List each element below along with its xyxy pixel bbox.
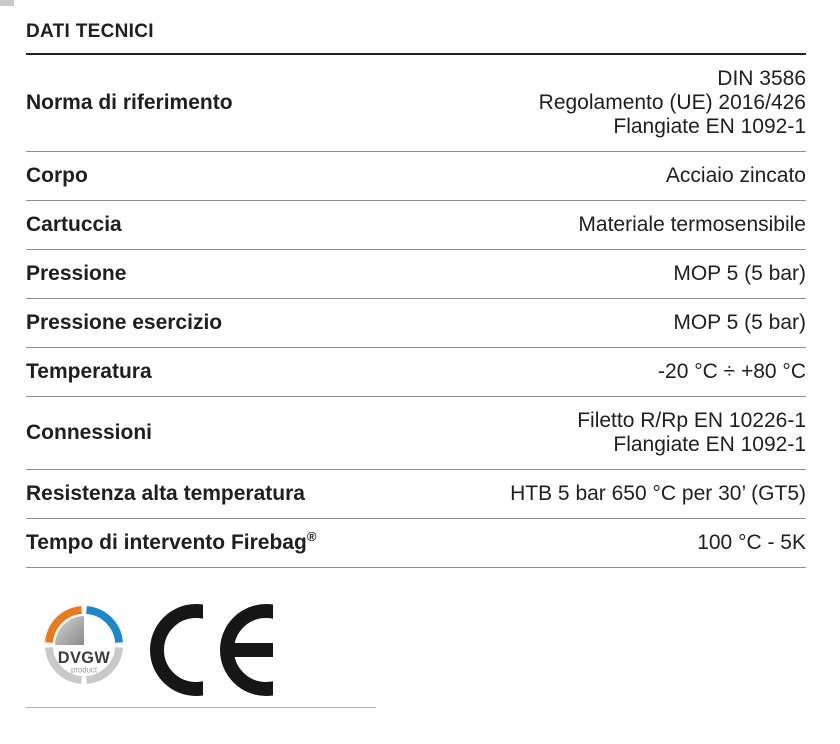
row-values xyxy=(658,360,806,384)
row-label: Pressione xyxy=(26,262,127,285)
row-label: Cartuccia xyxy=(26,213,122,236)
certification-logos xyxy=(26,604,806,696)
table-row xyxy=(26,470,806,519)
row-label: Temperatura xyxy=(26,360,152,383)
column-bottom-divider xyxy=(26,707,376,708)
table-row xyxy=(26,250,806,299)
row-value-line: Materiale termosensibile xyxy=(578,213,806,236)
technical-data-table xyxy=(26,55,806,568)
row-value-line: Flangiate EN 1092-1 xyxy=(613,433,806,456)
row-label: Norma di riferimento xyxy=(26,91,233,114)
registered-trademark-symbol: ® xyxy=(306,529,317,544)
row-label: Pressione esercizio xyxy=(26,311,223,334)
table-row xyxy=(26,348,806,397)
ce-marking-icon xyxy=(150,604,273,696)
row-values xyxy=(666,164,806,188)
table-row xyxy=(26,299,806,348)
table-row xyxy=(26,152,806,201)
row-value-line: 100 °C - 5K xyxy=(697,531,806,554)
row-value-line: HTB 5 bar 650 °C per 30’ (GT5) xyxy=(510,482,806,505)
row-value-line: DIN 3586 xyxy=(717,67,806,90)
table-row xyxy=(26,397,806,470)
row-value-line: MOP 5 (5 bar) xyxy=(673,311,806,334)
ce-letter-e xyxy=(220,604,273,696)
row-values xyxy=(673,311,806,335)
row-value-line: Acciaio zincato xyxy=(665,164,806,187)
section-header xyxy=(26,20,806,55)
row-label: Connessioni xyxy=(26,421,153,444)
row-values xyxy=(578,213,806,237)
row-value-line: Regolamento (UE) 2016/426 xyxy=(538,91,806,114)
table-row xyxy=(26,55,806,152)
row-label: Tempo di intervento Firebag® xyxy=(26,529,317,554)
ce-letter-c xyxy=(150,604,203,696)
page-title: DATI TECNICI xyxy=(26,21,154,42)
dvgw-arc-blue xyxy=(86,610,119,643)
row-value-line: Flangiate EN 1092-1 xyxy=(613,115,806,138)
dvgw-certification-icon xyxy=(45,606,123,684)
dvgw-subtext: product xyxy=(70,665,98,675)
row-values xyxy=(673,262,806,286)
row-value-line: Filetto R/Rp EN 10226-1 xyxy=(577,409,806,432)
dvgw-wordmark: DVGW xyxy=(57,648,111,667)
table-row xyxy=(26,201,806,250)
row-values xyxy=(697,531,806,555)
row-label: Resistenza alta temperatura xyxy=(26,482,305,505)
row-values xyxy=(577,409,806,457)
row-label: Corpo xyxy=(26,164,88,187)
datasheet-section xyxy=(26,0,806,708)
row-values xyxy=(510,482,806,506)
row-value-line: -20 °C ÷ +80 °C xyxy=(658,360,806,383)
row-values xyxy=(539,67,806,139)
table-row xyxy=(26,519,806,568)
row-value-line: MOP 5 (5 bar) xyxy=(673,262,806,285)
cropped-edge-artifact xyxy=(0,0,14,6)
